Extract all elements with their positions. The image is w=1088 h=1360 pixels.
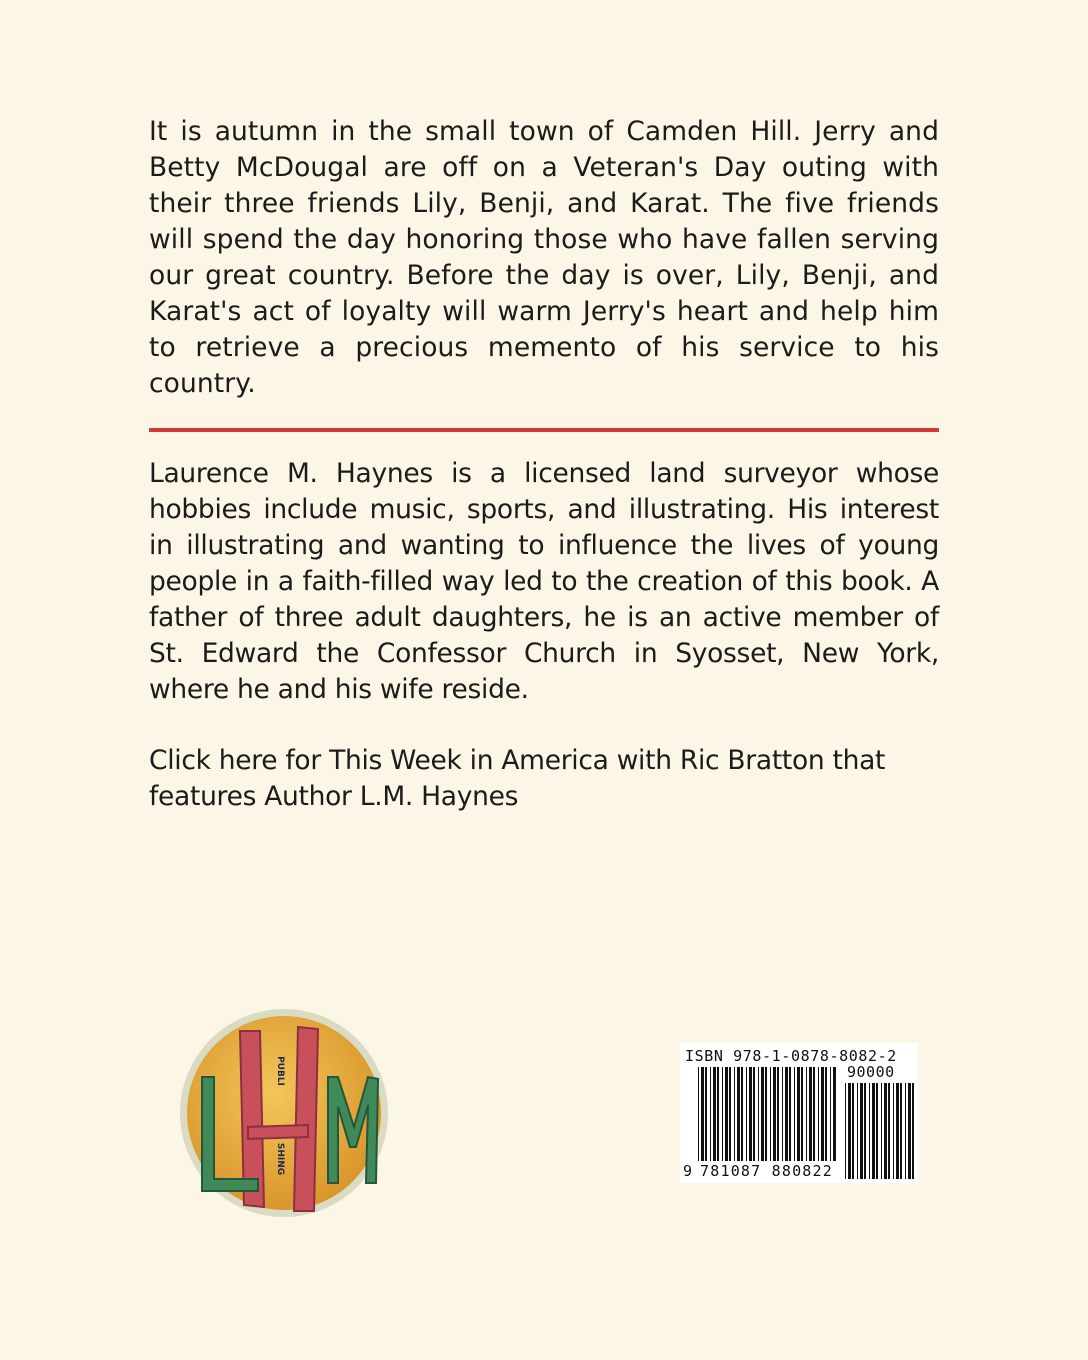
author-bio: Laurence M. Haynes is a licensed land surveyor whose hobbies include music, sports, and illustrating. His interest in illustrating and wanting to influence the lives of young people in a faith-filled way led to the creation of this book. A father of three adult daughters, he is an active member of St. Edward the Confessor Church in Syosset, New York, where he and his wife reside. (149, 458, 939, 705)
addon-bar (869, 1083, 870, 1179)
ean-bar (797, 1067, 800, 1161)
ean-bar (806, 1067, 807, 1161)
ean-bar (833, 1067, 836, 1161)
ean-bar (725, 1067, 728, 1161)
ean-bar (813, 1067, 815, 1161)
ean-bar (710, 1067, 711, 1161)
ean-bar (821, 1067, 824, 1161)
ean-bar (773, 1067, 776, 1161)
addon-bar (884, 1083, 887, 1179)
ean-bar (801, 1067, 803, 1161)
svg-text:SHING: SHING (275, 1142, 285, 1176)
addon-bar (908, 1083, 911, 1179)
ean-bar (753, 1067, 755, 1161)
interview-link[interactable]: Click here for This Week in America with Ric Bratton that features Author L.M. Haynes (149, 745, 886, 812)
ean-bar (770, 1067, 771, 1161)
addon-bar (852, 1083, 854, 1179)
isbn-label: ISBN 978-1-0878-8082-2 (685, 1047, 897, 1065)
ean-bar (782, 1067, 783, 1161)
ean-bar (698, 1067, 699, 1161)
addon-bar (881, 1083, 882, 1179)
ean-bar (713, 1067, 716, 1161)
ean-bar (761, 1067, 764, 1161)
ean-bar (737, 1067, 740, 1161)
ean-bar (741, 1067, 743, 1161)
ean-bar (758, 1067, 759, 1161)
ean-bar (765, 1067, 767, 1161)
ean-bar (818, 1067, 819, 1161)
ean-bar (729, 1067, 731, 1161)
section-divider (149, 428, 939, 432)
ean-bar (830, 1067, 831, 1161)
addon-bar (905, 1083, 906, 1179)
addon-bar (888, 1083, 890, 1179)
addon-bar (864, 1083, 866, 1179)
ean-bar (809, 1067, 812, 1161)
addon-bar (893, 1083, 894, 1179)
logo-h-crossbar (248, 1125, 308, 1139)
svg-text:PUBLI: PUBLI (275, 1056, 285, 1086)
ean-bar (701, 1067, 704, 1161)
ean-bar (825, 1067, 827, 1161)
book-description: It is autumn in the small town of Camden Hill. Jerry and Betty McDougal are off on a Veteran's Day outing with their three friends Lily, Benji, and Karat. The five friends will spend the day honoring those who have fallen serving our great country. Before the day is over, Lily, Benji, and Karat's act of loyalty will warm Jerry's heart and help him to retrieve a precious memento of his service to his country. (149, 116, 939, 399)
addon-bar (900, 1083, 902, 1179)
addon-bar (876, 1083, 878, 1179)
ean-digits: 781087 880822 (700, 1162, 833, 1180)
addon-bar (845, 1083, 846, 1179)
addon-bar (857, 1083, 858, 1179)
ean-bar (785, 1067, 788, 1161)
addon-bar (912, 1083, 914, 1179)
ean-bar (749, 1067, 752, 1161)
logo-h-right-stroke (294, 1027, 318, 1211)
ean-bar (705, 1067, 707, 1161)
addon-bar (872, 1083, 875, 1179)
ean-bar (777, 1067, 779, 1161)
ean-bar (722, 1067, 723, 1161)
addon-bar (860, 1083, 863, 1179)
ean-bar (746, 1067, 747, 1161)
ean-bar (734, 1067, 735, 1161)
addon-bar (848, 1083, 851, 1179)
lhm-publishing-logo (178, 1007, 390, 1219)
ean-bar (789, 1067, 791, 1161)
ean-bar (717, 1067, 719, 1161)
isbn-barcode (680, 1043, 918, 1183)
ean-lead-digit: 9 (683, 1162, 693, 1180)
price-code: 90000 (847, 1063, 895, 1081)
addon-bar (896, 1083, 899, 1179)
ean-bar (794, 1067, 795, 1161)
